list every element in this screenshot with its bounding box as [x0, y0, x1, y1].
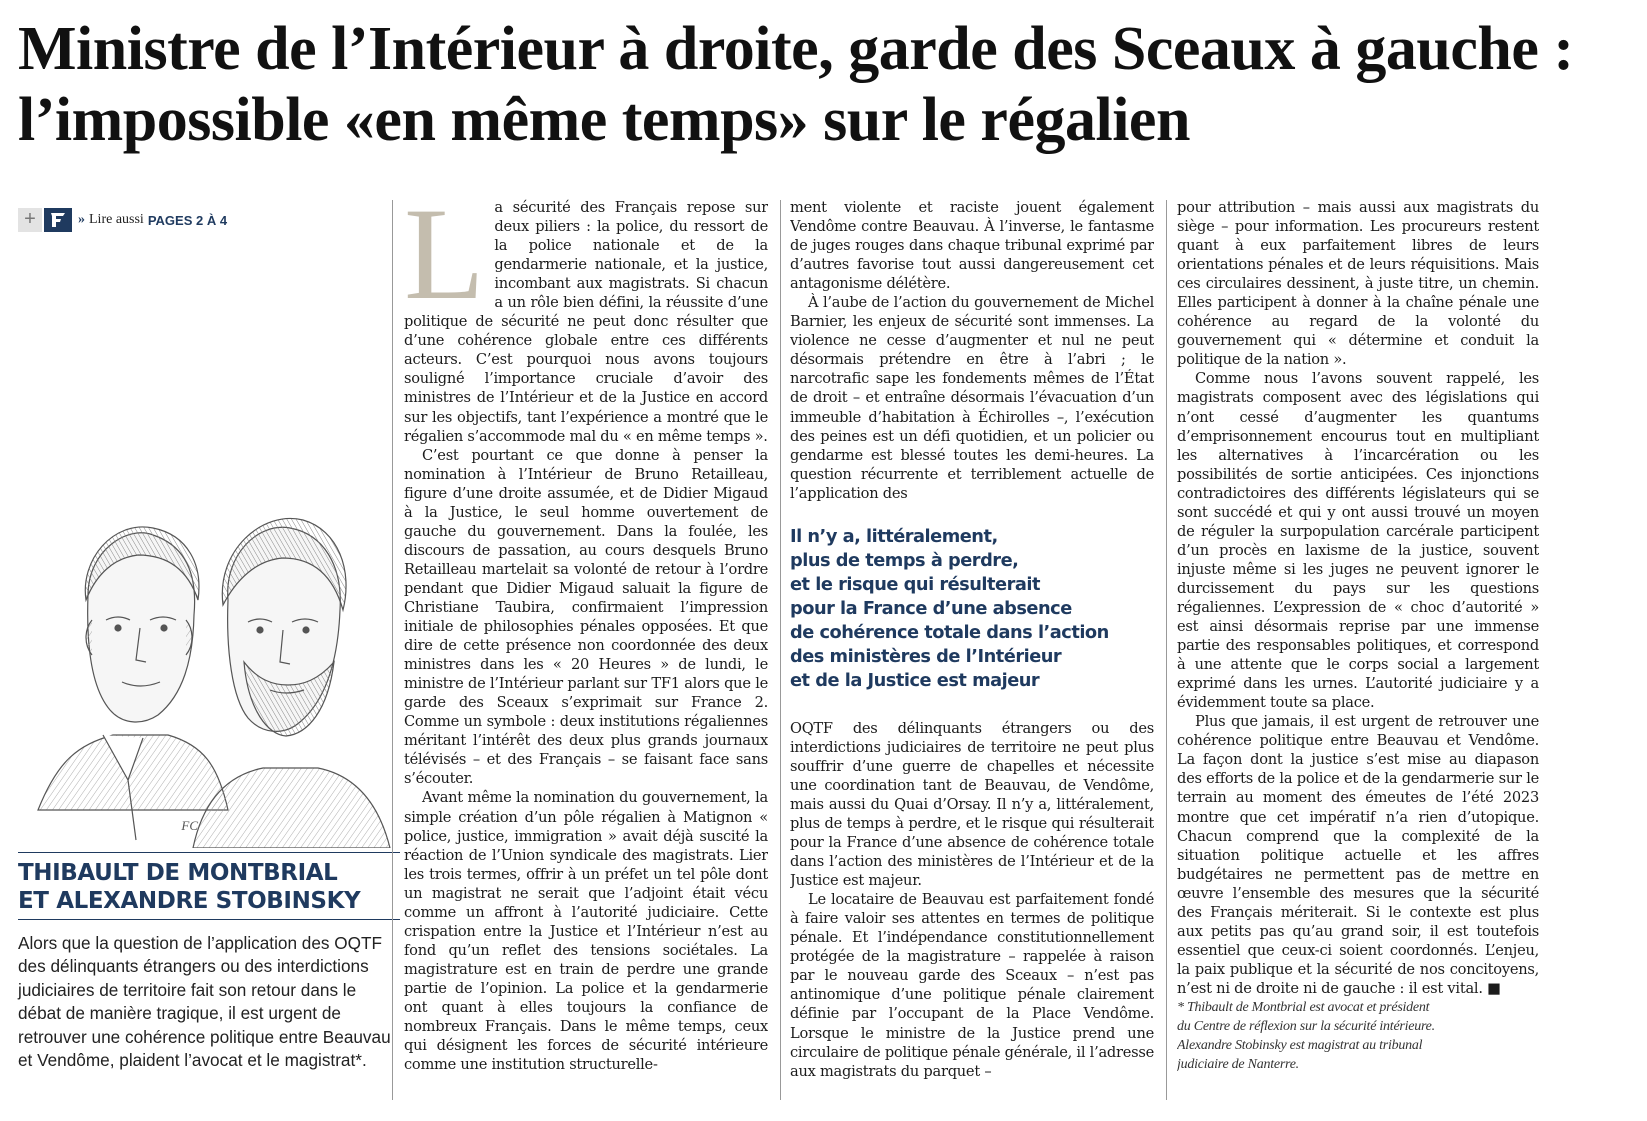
- headline: [18, 14, 1633, 156]
- portrait-right: [193, 518, 390, 848]
- paragraph: Comme nous l’avons souvent rappelé, les magistrats composent avec des législations qui n’ont cessé d’augmenter les quantums d’emprisonnement encourus tout en multipliant les alternatives à l’incarcération ou les possibilités de sortie anticipées. Ces injonctions contradictoires des différents législateurs qui se sont succédé et qui y ont aussi trouvé un moyen de réguler la surpopulation carcérale participent d’un procès en laxisme de la justice, souvent injuste même si les juges ne peuvent ignorer le durcissement du pays sur les questions régaliennes. L’expression de « choc d’autorité » est ainsi désormais reprise par une immense partie des responsables politiques, et correspond à une attente que le corps social a largement exprimé dans les urnes. L’autorité judiciaire y a évidemment toute sa place.: [1177, 370, 1539, 712]
- article-column-1: [404, 198, 768, 1108]
- paragraph: OQTF des délinquants étrangers ou des interdictions judiciaires de territoire ne peut plus souffrir d’une guerre de chapelles et nécessite une coordination tant de Beauvau, de Vendôme, mais aussi du Quai d’Orsay. Il n’y a, littéralement, plus de temps à perdre, et le risque qui résulterait pour la France d’une absence de cohérence totale dans l’action des ministères de l’Intérieur et de la Justice est majeur.: [790, 719, 1154, 890]
- column-divider: [392, 200, 393, 1100]
- headline-line-2: l’impossible «en même temps» sur le régalien: [18, 86, 1190, 154]
- paragraph: Le locataire de Beauvau est parfaitement fondé à faire valoir ses attentes en termes de politique pénale. Et l’indépendance constitutionnellement protégée de la magistrature – rappelée à raison par le nouveau garde des Sceaux – n’est pas antinomique d’une politique pénale clairement définie par l’occupant de la Place Vendôme. Lorsque le ministre de la Justice prend une circulaire de politique pénale générale, il l’adresse aux magistrats du parquet –: [790, 891, 1154, 1080]
- see-also-text: Lire aussi: [89, 212, 144, 227]
- figaro-logo-icon: [44, 208, 72, 232]
- footnote-line: * Thibault de Montbrial est avocat et président: [1177, 999, 1430, 1015]
- column-divider: [780, 200, 781, 1100]
- paragraph: Avant même la nomination du gouvernement, la simple création d’un pôle régalien à Matignon « police, justice, immigration » avait déjà suscité la réaction de l’Union syndicale des magistrats. Lier les trois termes, offrir à un préfet un tel pôle dont un magistrat ne serait que l’adjoint était vécu comme un affront à l’autorité judiciaire. Cette crispation entre la Justice et l’Intérieur n’est au fond qu’un reflet des tensions sociétales. La magistrature est en train de perdre une grande partie de l’opinion. La police et la gendarmerie ont quant à elles toujours la confiance de nombreux Français. Dans le même temps, ceux qui désignent les forces de sécurité intérieure comme une institution structurelle-: [404, 789, 768, 1074]
- pull-quote-line: de cohérence totale dans l’action: [790, 621, 1109, 643]
- portrait-left: [38, 527, 228, 840]
- double-arrow-icon: »: [78, 212, 85, 227]
- pull-quote-line: des ministères de l’Intérieur: [790, 645, 1062, 667]
- illustrator-signature: FC: [181, 818, 198, 833]
- pull-quote-line: plus de temps à perdre,: [790, 549, 1019, 571]
- article-column-2: [790, 198, 1154, 1108]
- headline-line-1: Ministre de l’Intérieur à droite, garde des Sceaux à gauche :: [18, 15, 1574, 83]
- pull-quote-line: et le risque qui résulterait: [790, 573, 1040, 595]
- paragraph: C’est pourtant ce que donne à penser la nomination à l’Intérieur de Bruno Retailleau, figure d’une droite assumée, et de Didier Migaud à la Justice, le seul homme ouvertement de gauche du gouvernement. Dans la foulée, les discours de passation, au cours desquels Bruno Retailleau martelait sa volonté de retour à l’ordre pendant que Didier Migaud saluait la figure de Christiane Taubira, confirmaient l’impression initiale de philosophies pénales opposées. Et que dire de cette présence non coordonnée des deux ministres dans les « 20 Heures » de lundi, le ministre de l’Intérieur parlant sur TF1 alors que le garde des Sceaux s’exprimait sur France 2. Comme un symbole : deux institutions régaliennes méritant l’intérêt des deux plus grands journaux télévisés – et des Français – se faisant face sans s’écouter.: [404, 446, 768, 788]
- paragraph: À l’aube de l’action du gouvernement de Michel Barnier, les enjeux de sécurité sont immenses. La violence ne cesse d’augmenter et nul ne peut désormais prétendre en être à l’abri ; le narcotrafic sape les fondements mêmes de l’État de droit – et entraîne désormais l’évacuation d’un immeuble d’habitation à Échirolles –, l’exécution des peines est un défi quotidien, et un policier ou gendarme est blessé toutes les demi-heures. La question récurrente et terriblement actuelle de l’application des: [790, 294, 1154, 502]
- footnote-line: Alexandre Stobinsky est magistrat au tribunal: [1177, 1037, 1423, 1053]
- paragraph: pour attribution – mais aussi aux magistrats du siège – pour information. Les procureurs restent quant à eux parfaitement libres de leurs orientations pénales et de leurs réquisitions. Mais ces circulaires dessinent, à juste titre, un chemin. Elles participent à donner à la chaîne pénale une cohérence au regard de la volonté du gouvernement qui « détermine et conduit la politique de la nation ».: [1177, 199, 1539, 369]
- column-divider: [1166, 200, 1167, 1100]
- pull-quote-line: Il n’y a, littéralement,: [790, 525, 998, 547]
- plus-icon[interactable]: +: [18, 208, 42, 232]
- see-also[interactable]: [18, 208, 227, 232]
- pull-quote: [790, 525, 1154, 693]
- authors-line-1: THIBAULT DE MONTBRIAL: [18, 860, 338, 886]
- pull-quote-line: pour la France d’une absence: [790, 597, 1072, 619]
- article-column-3: [1177, 198, 1539, 1108]
- dropcap: L: [404, 198, 485, 327]
- footnote-line: du Centre de réflexion sur la sécurité intérieure.: [1177, 1018, 1435, 1034]
- standfirst: Alors que la question de l’application des OQTF des délinquants étrangers ou des interdictions judiciaires de territoire fait son retour dans le débat de manière tragique, il est urgent de retrouver une cohérence politique entre Beauvau et Vendôme, plaident l’avocat et le magistrat*.: [18, 933, 391, 1071]
- author-footnote: [1177, 998, 1539, 1074]
- paragraph: ment violente et raciste jouent également Vendôme contre Beauvau. À l’inverse, le fantasme de juges rouges dans chaque tribunal exprimé par d’autres favorise tout aussi dangereusement cet antagonisme délétère.: [790, 199, 1154, 293]
- portrait-sketch: [18, 510, 398, 848]
- pull-quote-line: et de la Justice est majeur: [790, 669, 1040, 691]
- paragraph: Plus que jamais, il est urgent de retrouver une cohérence politique entre Beauvau et Vendôme. La façon dont la justice s’est mise au diapason des efforts de la police et de la gendarmerie sur le terrain au moment des émeutes de l’été 2023 montre que cet impératif n’a rien d’utopique. Chacun comprend que la complexité de la situation politique actuelle et les affres budgétaires ne permettent pas de mettre en œuvre l’ensemble des mesures que la sécurité des Français mériterait. Si le contexte est plus aux petits pas qu’au grand soir, il est toutefois essentiel que ceux-ci soient coordonnés. L’enjeu, la paix publique et la sécurité de nos concitoyens, n’est ni de droite ni de gauche : il est vital. ■: [1177, 713, 1539, 997]
- see-also-pages[interactable]: PAGES 2 À 4: [147, 212, 228, 228]
- authors-illustration: [18, 510, 398, 848]
- authors-line-2: ET ALEXANDRE STOBINSKY: [18, 888, 361, 914]
- paragraph: a sécurité des Français repose sur deux piliers : la police, du ressort de la police nationale et de la gendarmerie nationale, et la justice, incombant aux magistrats. Si chacun a un rôle bien défini, la réussite d’une politique de sécurité ne peut donc résulter que d’une cohérence globale entre ces différents acteurs. C’est pourquoi nous avons toujours souligné l’importance cruciale d’avoir des ministres de l’Intérieur et de la Justice en accord sur les objectifs, tant l’expérience a montré que le régalien s’accommode mal du « en même temps ».: [404, 199, 768, 445]
- authors-byline: [18, 852, 400, 920]
- footnote-line: judiciaire de Nanterre.: [1177, 1056, 1299, 1072]
